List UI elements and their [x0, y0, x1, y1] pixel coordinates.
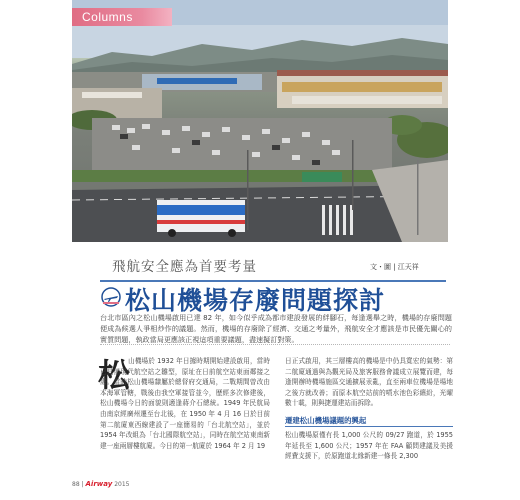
left-column-text: 山機場於 1932 年日據時期開始建設啟用，當時已具備現代航空站之雛型，原址在日前航空站東面鄰接之處。當時松山機場隸屬於總督府交通局，二戰期間曾改由本海軍管轄，戰後由我空軍接管並今，歷經多次修建後，松山機場今日的面貌則適逢蔣介石總統。1949 年民航局由南京經廣州遷至台北後，在 1950 年 4 月 16 日於目前第二航廈東西線建設了一座簡易的「台北航空站」，並於 1954 年改組為「台北國際航空站」，同時在航空站東南新建一座兩層樓航廈。今日的第一航廈於 1964 年 2 月 19 — [100, 357, 270, 450]
section-tag: Columns — [72, 8, 172, 26]
body-column-left — [100, 356, 270, 451]
body-column-right-continued: 松山機場原僅有長 1,000 公尺的 09/27 跑道，於 1955 年延長至 1,600 公尺；1957 年在 FAA 顧問建議及美援經費支援下，於原跑道北緣新建一條長 2,300 — [285, 431, 453, 461]
issue-year: 2015 — [114, 481, 130, 488]
body-column-right: 日正式啟用，其三層樓高的機場是中仍具寬宏的氣勢：第二航廈通過與為觀光局及旅客服務會議成立展覽而建，每逢開辦時機場施區交通擴展汞亂，直至兩車位機場是場地之後方就改善；而原本航空站前的噴水池色彩繽紛，光曜數十載，則與捷運建站而拆除。 — [285, 357, 453, 408]
page-number: 88 | — [72, 481, 84, 488]
article-byline: 文・圖 | 江天祥 — [370, 263, 419, 271]
section-heading: 遷建松山機場議題的興起 — [285, 416, 367, 425]
article-title: 松山機場存廢問題探討 — [125, 286, 386, 315]
magazine-brand: Airway — [85, 480, 113, 488]
airport-photo — [72, 0, 448, 242]
intro-divider — [100, 344, 450, 345]
airplane-logo-icon — [100, 287, 122, 307]
dropcap: 松 — [98, 356, 131, 394]
airport-photo-illustration — [72, 0, 448, 242]
section-heading-rule — [285, 426, 453, 427]
article-intro: 台北市區內之松山機場啟用已達 82 年，如今似乎成為都市建設發展的絆腳石，每逢選舉之時，機場的存廢問題便成為候選人爭相炒作的議題。然而，機場的存廢除了經濟、交通之考量外，飛航安全才應該是市民優先關心的實質問題，執政當局更應該正視這項重要議題，盡速擬訂對策。 — [100, 313, 452, 344]
page-footer — [72, 480, 130, 488]
article-subtitle: 飛航安全應為首要考量 — [112, 259, 257, 275]
